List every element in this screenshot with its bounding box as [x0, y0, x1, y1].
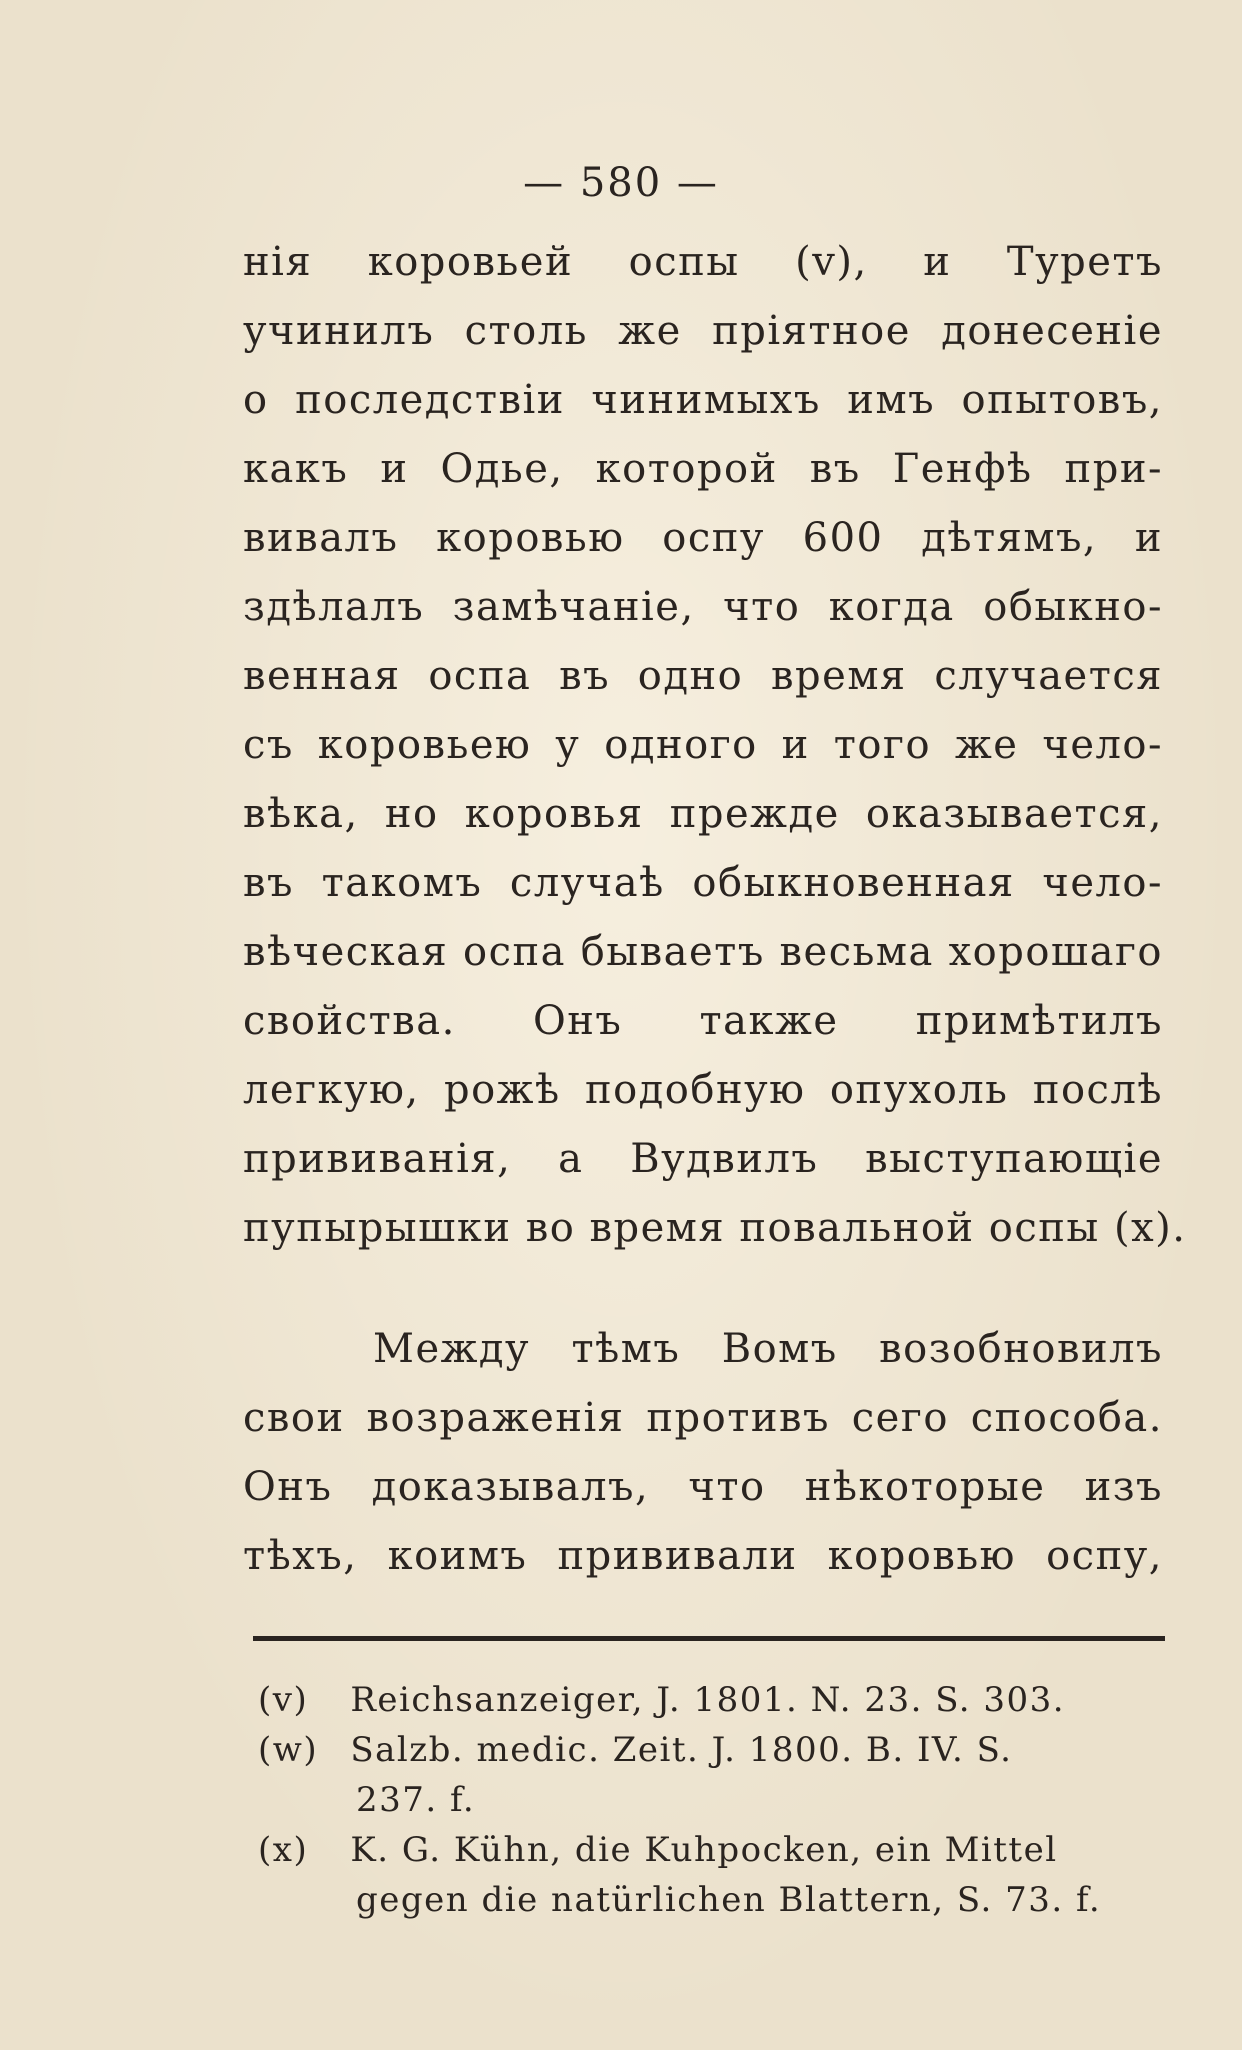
text-line: въ такомъ случаѣ обыкновенная чело-	[243, 860, 1163, 906]
footnote-text: K. G. Kühn, die Kuhpocken, ein Mittel	[350, 1830, 1058, 1870]
paragraph-1	[243, 228, 1187, 1263]
footnote-continuation: 237. f.	[356, 1780, 476, 1820]
text-line: здѣлалъ замѣчаніе, что когда обыкно-	[243, 584, 1163, 630]
text-line: венная оспа въ одно время случается	[243, 653, 1163, 699]
footnote-mark: (x)	[258, 1830, 309, 1870]
text-line: тѣхъ, коимъ прививали коровью оспу,	[243, 1533, 1163, 1579]
text-line: свойства. Онъ также примѣтилъ	[243, 998, 1163, 1044]
footnotes	[258, 1675, 1178, 1925]
text-line: вивалъ коровью оспу 600 дѣтямъ, и	[243, 515, 1163, 561]
footnote-text: Salzb. medic. Zeit. J. 1800. B. IV. S.	[350, 1730, 1013, 1770]
page-number: — 580 —	[523, 160, 719, 206]
text-line: прививанія, а Вудвилъ выступающіе	[243, 1136, 1163, 1182]
footnote-divider	[253, 1636, 1165, 1641]
text-line: вѣка, но коровья прежде оказывается,	[243, 791, 1163, 837]
text-line: учинилъ столь же пріятное донесеніе	[243, 308, 1163, 354]
text-line: о последствіи чинимыхъ имъ опытовъ,	[243, 377, 1163, 423]
footnote-w	[258, 1725, 1178, 1825]
text-line: вѣческая оспа бываетъ весьма хорошаго	[243, 929, 1163, 975]
text-line: какъ и Одье, которой въ Генфѣ при-	[243, 446, 1163, 492]
footnote-mark: (w)	[258, 1730, 319, 1770]
text-line: легкую, рожѣ подобную опухоль послѣ	[243, 1067, 1163, 1113]
text-line: пупырышки во время повальной оспы (x).	[243, 1205, 1187, 1251]
paragraph-2	[243, 1315, 1163, 1591]
footnote-continuation: gegen die natürlichen Blattern, S. 73. f.	[356, 1880, 1102, 1920]
footnote-v	[258, 1675, 1178, 1725]
text-line: Онъ доказывалъ, что нѣкоторые изъ	[243, 1464, 1163, 1510]
text-line: свои возраженія противъ сего способа.	[243, 1395, 1163, 1441]
text-line: нія коровьей оспы (v), и Туретъ	[243, 239, 1163, 285]
text-line: съ коровьею у одного и того же чело-	[243, 722, 1163, 768]
text-line: Между тѣмъ Вомъ возобновилъ	[373, 1326, 1163, 1372]
footnote-x	[258, 1825, 1178, 1925]
footnote-mark: (v)	[258, 1680, 309, 1720]
footnote-text: Reichsanzeiger, J. 1801. N. 23. S. 303.	[350, 1680, 1066, 1720]
